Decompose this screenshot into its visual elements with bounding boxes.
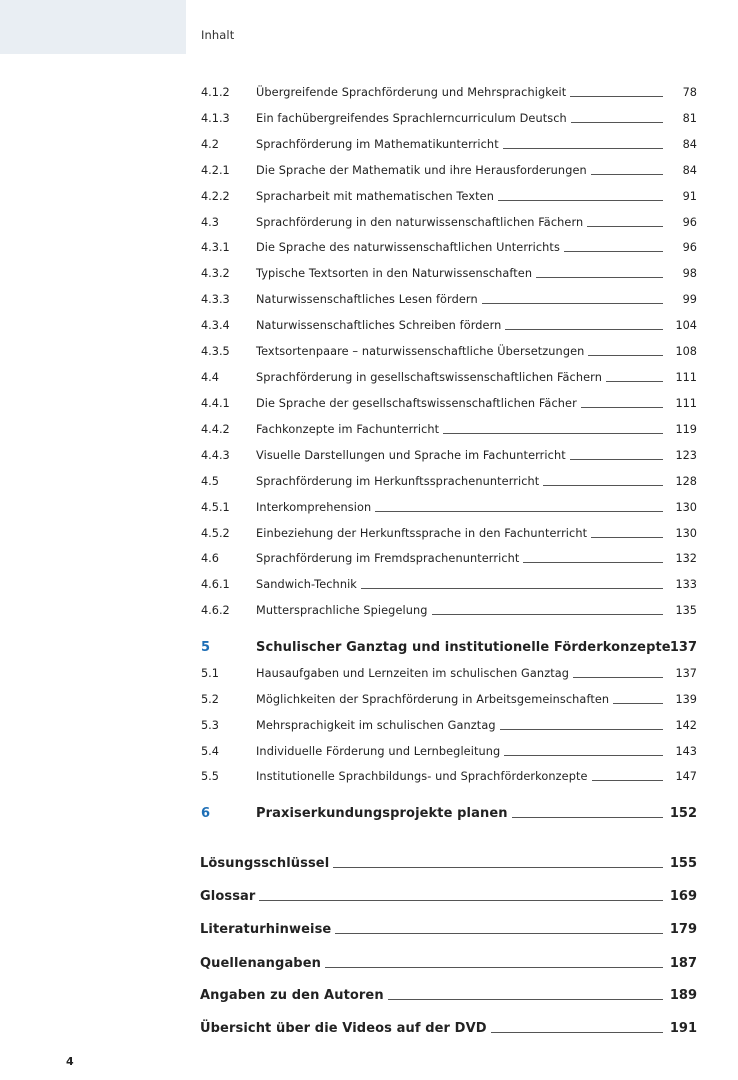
section-title: Spracharbeit mit mathematischen Texten [256,190,494,203]
section-title: Interkomprehension [256,501,372,514]
leader-line [498,200,663,201]
toc-appendix-entry[interactable] [0,887,738,907]
toc-appendix-entry[interactable] [0,986,738,1006]
page-ref: 119 [675,423,697,436]
page-ref: 191 [669,1021,697,1036]
toc-entry[interactable] [0,161,738,181]
page-ref: 84 [682,164,697,177]
page-ref: 91 [682,190,697,203]
page-ref: 123 [675,449,697,462]
section-number: 5.1 [201,667,219,680]
section-number: 4.1.2 [201,86,230,99]
page-ref: 155 [669,856,697,871]
toc-entry[interactable] [0,664,738,684]
section-number: 5.2 [201,693,219,706]
leader-line [591,174,663,175]
leader-line [591,537,663,538]
section-number: 5.3 [201,719,219,732]
section-number: 4.3.2 [201,267,230,280]
page-ref: 128 [675,475,697,488]
leader-line [375,511,663,512]
toc-entry[interactable] [0,601,738,621]
leader-line [500,729,663,730]
toc-entry[interactable] [0,316,738,336]
toc-appendix-entry[interactable] [0,1019,738,1039]
leader-line [571,122,663,123]
leader-line [259,900,663,901]
leader-line [587,226,663,227]
leader-line [333,867,663,868]
leader-line [570,459,663,460]
page-ref: 108 [675,345,697,358]
toc-chapter[interactable] [0,638,738,658]
section-title: Individuelle Förderung und Lernbegleitung [256,745,501,758]
section-number: 4.4 [201,371,219,384]
section-title: Naturwissenschaftliches Lesen fördern [256,293,478,306]
toc-entry[interactable] [0,342,738,362]
leader-line [536,277,663,278]
toc-entry[interactable] [0,264,738,284]
leader-line [504,755,663,756]
toc-entry[interactable] [0,238,738,258]
toc-entry[interactable] [0,368,738,388]
page-ref: 96 [682,216,697,229]
leader-line [581,407,663,408]
toc-entry[interactable] [0,472,738,492]
leader-line [588,355,663,356]
toc-chapter[interactable] [0,804,738,824]
leader-line [325,967,663,968]
toc-entry[interactable] [0,135,738,155]
leader-line [388,999,663,1000]
page-ref: 179 [669,922,697,937]
toc-entry[interactable] [0,767,738,787]
leader-line [613,703,663,704]
chapter-title: Praxiserkundungsprojekte planen [256,806,508,821]
running-header: Inhalt [201,28,235,42]
section-number: 4.2.2 [201,190,230,203]
appendix-title: Lösungsschlüssel [200,856,330,871]
appendix-title: Glossar [200,889,256,904]
leader-line [564,251,663,252]
toc-entry[interactable] [0,446,738,466]
toc-entry[interactable] [0,716,738,736]
page-ref: 104 [675,319,697,332]
toc-entry[interactable] [0,690,738,710]
section-title: Fachkonzepte im Fachunterricht [256,423,440,436]
section-title: Sprachförderung im Mathematikunterricht [256,138,499,151]
page-ref: 130 [675,527,697,540]
section-number: 4.2 [201,138,219,151]
leader-line [361,588,663,589]
toc-entry[interactable] [0,742,738,762]
section-number: 4.3 [201,216,219,229]
section-number: 4.4.2 [201,423,230,436]
page-ref: 187 [669,956,697,971]
section-title: Übergreifende Sprachförderung und Mehrsprachigkeit [256,86,567,99]
section-number: 4.6.1 [201,578,230,591]
section-title: Muttersprachliche Spiegelung [256,604,428,617]
section-title: Sprachförderung in den naturwissenschaftlichen Fächern [256,216,584,229]
section-number: 4.5.1 [201,501,230,514]
page-ref: 78 [682,86,697,99]
leader-line [491,1032,663,1033]
section-number: 4.3.1 [201,241,230,254]
appendix-title: Übersicht über die Videos auf der DVD [200,1021,487,1036]
toc-appendix-entry[interactable] [0,954,738,974]
leader-line [512,817,663,818]
section-title: Die Sprache des naturwissenschaftlichen Unterrichts [256,241,560,254]
section-number: 4.3.4 [201,319,230,332]
toc-entry[interactable] [0,575,738,595]
leader-line [573,677,663,678]
section-title: Mehrsprachigkeit im schulischen Ganztag [256,719,496,732]
section-number: 5.5 [201,770,219,783]
leader-line [606,381,663,382]
section-title: Die Sprache der gesellschaftswissenschaftlichen Fächer [256,397,577,410]
page-number: 4 [66,1055,74,1068]
toc-entry[interactable] [0,83,738,103]
page-ref: 143 [675,745,697,758]
page-ref: 189 [669,988,697,1003]
section-number: 4.6 [201,552,219,565]
section-title: Naturwissenschaftliches Schreiben fördern [256,319,502,332]
page-ref: 135 [675,604,697,617]
page-ref: 169 [669,889,697,904]
toc-entry[interactable] [0,213,738,233]
header-band [0,0,186,54]
section-title: Möglichkeiten der Sprachförderung in Arbeitsgemeinschaften [256,693,610,706]
leader-line [482,303,663,304]
leader-line [432,614,663,615]
section-number: 4.5 [201,475,219,488]
appendix-title: Literaturhinweise [200,922,332,937]
section-title: Einbeziehung der Herkunftssprache in den Fachunterricht [256,527,588,540]
page-ref: 137 [675,667,697,680]
page-ref: 96 [682,241,697,254]
toc-entry[interactable] [0,524,738,544]
section-title: Die Sprache der Mathematik und ihre Herausforderungen [256,164,587,177]
page-ref: 147 [675,770,697,783]
leader-line [443,433,663,434]
page-ref: 84 [682,138,697,151]
section-number: 4.4.1 [201,397,230,410]
leader-line [335,933,663,934]
toc-entry[interactable] [0,187,738,207]
section-number: 4.3.5 [201,345,230,358]
toc-entry[interactable] [0,498,738,518]
section-title: Institutionelle Sprachbildungs- und Sprachförderkonzepte [256,770,588,783]
leader-line [592,780,663,781]
appendix-title: Angaben zu den Autoren [200,988,384,1003]
section-title: Visuelle Darstellungen und Sprache im Fachunterricht [256,449,566,462]
page-ref: 111 [675,397,697,410]
toc-entry[interactable] [0,290,738,310]
section-number: 4.5.2 [201,527,230,540]
chapter-number: 6 [201,806,211,821]
page-ref: 133 [675,578,697,591]
section-title: Ein fachübergreifendes Sprachlerncurriculum Deutsch [256,112,567,125]
page-ref: 130 [675,501,697,514]
toc-entry[interactable] [0,420,738,440]
page-ref: 132 [675,552,697,565]
section-number: 4.1.3 [201,112,230,125]
page-ref: 98 [682,267,697,280]
section-number: 4.2.1 [201,164,230,177]
page-ref: 137 [669,640,697,655]
leader-line [503,148,663,149]
section-number: 4.3.3 [201,293,230,306]
section-number: 4.6.2 [201,604,230,617]
chapter-title: Schulischer Ganztag und institutionelle Förderkonzepte [256,640,671,655]
toc-appendix-entry[interactable] [0,920,738,940]
section-title: Typische Textsorten in den Naturwissenschaften [256,267,533,280]
toc-entry[interactable] [0,394,738,414]
page-ref: 99 [682,293,697,306]
leader-line [523,562,663,563]
section-title: Sprachförderung in gesellschaftswissenschaftlichen Fächern [256,371,602,384]
section-title: Sandwich-Technik [256,578,357,591]
section-title: Sprachförderung im Herkunftssprachenunterricht [256,475,540,488]
section-title: Textsortenpaare – naturwissenschaftliche Übersetzungen [256,345,585,358]
page-ref: 81 [682,112,697,125]
toc-appendix-entry[interactable] [0,854,738,874]
section-number: 4.4.3 [201,449,230,462]
leader-line [505,329,663,330]
leader-line [543,485,663,486]
page-ref: 139 [675,693,697,706]
section-number: 5.4 [201,745,219,758]
appendix-title: Quellenangaben [200,956,321,971]
page-ref: 152 [669,806,697,821]
leader-line [570,96,663,97]
page-ref: 142 [675,719,697,732]
page-ref: 111 [675,371,697,384]
toc-entry[interactable] [0,109,738,129]
chapter-number: 5 [201,640,211,655]
toc-entry[interactable] [0,549,738,569]
section-title: Sprachförderung im Fremdsprachenunterricht [256,552,520,565]
section-title: Hausaufgaben und Lernzeiten im schulischen Ganztag [256,667,570,680]
